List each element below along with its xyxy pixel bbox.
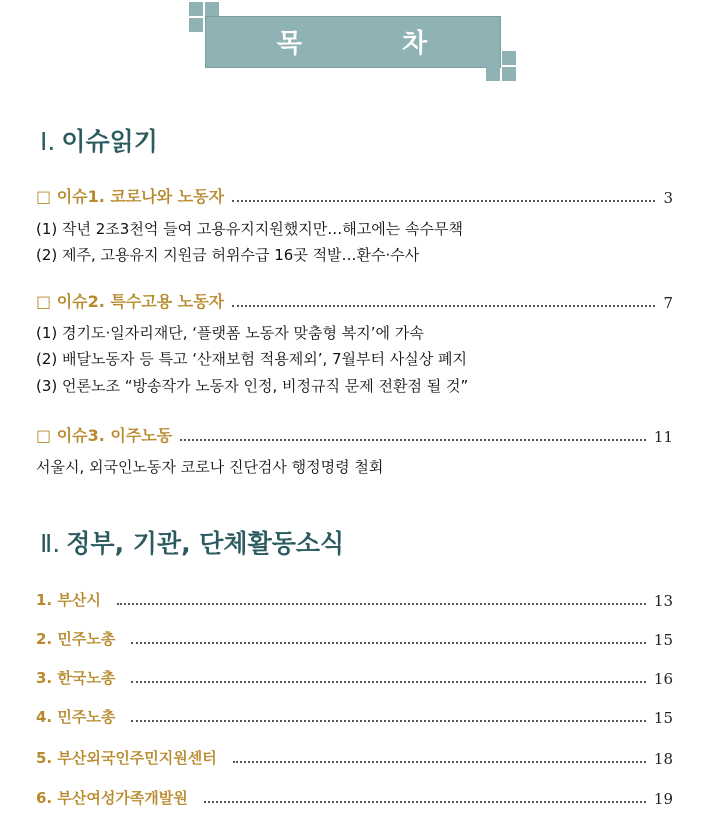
dot-leader [131,720,646,722]
page-number: 18 [653,750,673,768]
title-decoration [205,2,219,16]
dot-leader [232,305,655,307]
toc-entry[interactable] [36,185,673,207]
dot-leader [117,603,646,605]
list-item: (2) 배달노동자 등 특고 ‘산재보험 적용제외’, 7월부터 사실상 폐지 [36,350,468,368]
title-decoration [502,51,516,65]
toc-entry-label: □ 이슈1. 코로나와 노동자 [36,187,225,206]
list-item: 서울시, 외국인노동자 코로나 진단검사 행정명령 철회 [36,458,384,476]
toc-entry-label: 6. 부산여성가족개발원 [36,789,188,807]
section-1-title: 이슈읽기 [61,127,158,156]
dot-leader [131,681,646,683]
toc-entry-label: 4. 민주노총 [36,708,116,726]
toc-entry[interactable] [36,588,673,610]
page-title [205,16,499,66]
toc-entry-label: 5. 부산외국인주민지원센터 [36,749,217,767]
list-item: (2) 제주, 고용유지 지원금 허위수급 16곳 적발…환수·수사 [36,246,420,264]
toc-entry-label: 2. 민주노총 [36,630,116,648]
toc-entry-label: □ 이슈3. 이주노동 [36,426,173,445]
section-1-heading [40,122,158,158]
title-decoration [189,18,203,32]
section-2-number: Ⅱ. [40,529,61,558]
title-decoration [189,2,203,16]
toc-entry[interactable] [36,627,673,649]
page-number: 15 [653,631,673,649]
toc-entry[interactable] [36,424,673,446]
toc-entry[interactable] [36,705,673,727]
title-decoration [502,67,516,81]
page-number: 3 [663,189,673,207]
list-item: (1) 경기도·일자리재단, ‘플랫폼 노동자 맞춤형 복지’에 가속 [36,324,424,342]
list-item: (3) 언론노조 “방송작가 노동자 인정, 비정규직 문제 전환점 될 것” [36,377,469,395]
section-1-number: Ⅰ. [40,127,56,156]
dot-leader [233,761,646,763]
title-decoration [486,67,500,81]
toc-entry[interactable] [36,666,673,688]
page-number: 11 [653,428,673,446]
dot-leader [232,200,655,202]
toc-entry-label: □ 이슈2. 특수고용 노동자 [36,292,225,311]
toc-entry[interactable] [36,746,673,768]
toc-entry[interactable] [36,786,673,808]
title-left: 목 [276,28,302,59]
dot-leader [204,801,646,803]
section-2-title: 정부, 기관, 단체활동소식 [66,529,345,558]
dot-leader [131,642,646,644]
section-2-heading [40,524,344,560]
list-item: (1) 작년 2조3천억 들여 고용유지지원했지만…해고에는 속수무책 [36,220,463,238]
page-number: 16 [653,670,673,688]
page-number: 15 [653,709,673,727]
page-number: 13 [653,592,673,610]
toc-entry[interactable] [36,290,673,312]
page-number: 7 [663,294,673,312]
toc-entry-label: 3. 한국노총 [36,669,116,687]
dot-leader [180,439,646,441]
toc-entry-label: 1. 부산시 [36,591,101,609]
page-number: 19 [653,790,673,808]
title-right: 차 [402,28,428,59]
